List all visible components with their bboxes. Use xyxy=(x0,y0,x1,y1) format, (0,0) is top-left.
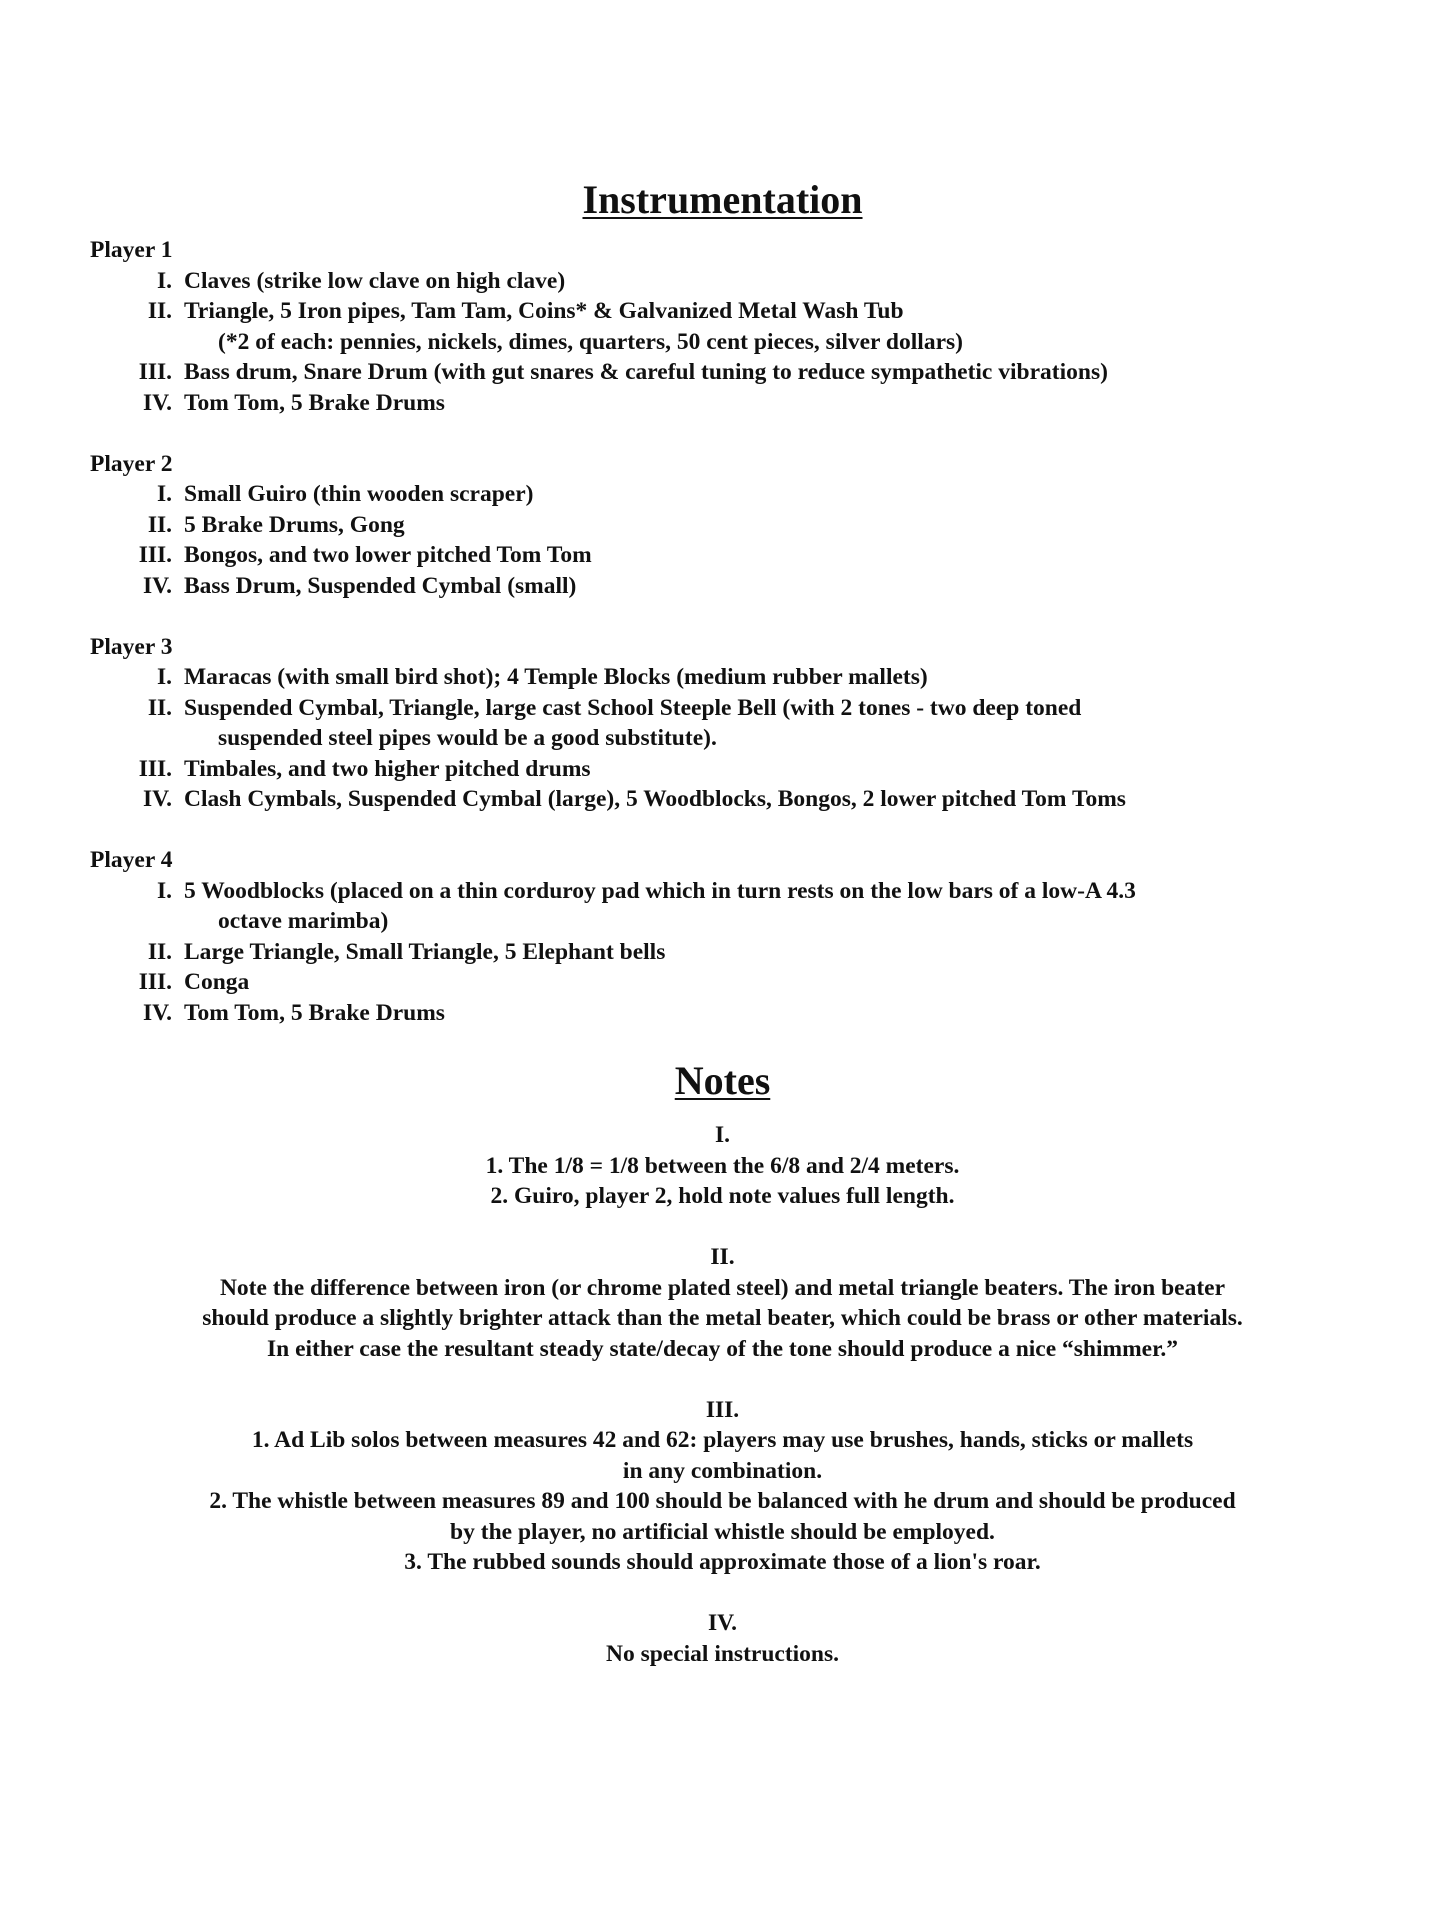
instrument-continuation: suspended steel pipes would be a good substitute). xyxy=(218,725,717,751)
list-item xyxy=(90,754,1390,785)
list-item xyxy=(90,937,1390,968)
roman-numeral: I. xyxy=(156,877,172,904)
list-item xyxy=(90,998,1390,1029)
notes-section-2 xyxy=(0,1242,1445,1364)
instrument-text: Timbales, and two higher pitched drums xyxy=(184,755,591,782)
list-item xyxy=(90,479,1390,510)
list-item xyxy=(90,784,1390,815)
roman-numeral: IV. xyxy=(143,389,172,416)
roman-numeral: II. xyxy=(147,511,172,538)
instrument-continuation: (*2 of each: pennies, nickels, dimes, quarters, 50 cent pieces, silver dollars) xyxy=(218,328,963,355)
note-line: In either case the resultant steady state/decay of the tone should produce a nice “shimmer.” xyxy=(266,1335,1178,1362)
roman-numeral: II. xyxy=(147,298,172,324)
instrument-text: Bass Drum, Suspended Cymbal (small) xyxy=(184,572,577,599)
section-heading: III. xyxy=(705,1396,740,1423)
list-item xyxy=(90,357,1390,388)
roman-numeral: IV. xyxy=(143,572,172,599)
instrument-continuation: octave marimba) xyxy=(218,908,389,934)
list-item xyxy=(90,388,1390,419)
roman-numeral: II. xyxy=(147,694,172,721)
notes-section-3 xyxy=(0,1395,1445,1578)
instrument-text: Suspended Cymbal, Triangle, large cast School Steeple Bell (with 2 tones - two deep toned xyxy=(184,694,1082,721)
list-item xyxy=(90,876,1390,907)
note-line: should produce a slightly brighter attack than the metal beater, which could be brass or other materials. xyxy=(202,1305,1243,1331)
instrumentation-list xyxy=(90,235,1390,1059)
roman-numeral: IV. xyxy=(143,999,172,1026)
section-heading: IV. xyxy=(708,1610,737,1636)
instrument-text: Bass drum, Snare Drum (with gut snares & careful tuning to reduce sympathetic vibrations) xyxy=(184,359,1108,385)
section-heading: I. xyxy=(714,1122,731,1148)
roman-numeral: III. xyxy=(138,542,172,568)
list-item xyxy=(90,693,1390,724)
instrument-text: Tom Tom, 5 Brake Drums xyxy=(184,389,445,416)
roman-numeral: III. xyxy=(138,359,172,385)
instrumentation-title: Instrumentation xyxy=(582,177,863,222)
note-line: Note the difference between iron (or chrome plated steel) and metal triangle beaters. The iron beater xyxy=(219,1274,1226,1301)
instrument-text: 5 Brake Drums, Gong xyxy=(184,511,405,538)
list-item xyxy=(90,571,1390,602)
note-line: 3. The rubbed sounds should approximate those of a lion's roar. xyxy=(404,1549,1041,1575)
player-4-block xyxy=(90,845,1390,1028)
list-item xyxy=(90,296,1390,327)
list-item xyxy=(90,967,1390,998)
note-line: by the player, no artificial whistle should be employed. xyxy=(450,1518,995,1545)
list-item xyxy=(90,510,1390,541)
note-line: in any combination. xyxy=(622,1457,823,1484)
roman-numeral: II. xyxy=(147,938,172,965)
player-label: Player 1 xyxy=(90,237,173,263)
roman-numeral: I. xyxy=(156,267,172,294)
notes-section-1 xyxy=(0,1120,1445,1212)
notes-section-4 xyxy=(0,1608,1445,1669)
roman-numeral: IV. xyxy=(143,786,172,812)
note-line: No special instructions. xyxy=(605,1640,840,1667)
note-line: 1. Ad Lib solos between measures 42 and 62: players may use brushes, hands, sticks or mallets xyxy=(251,1427,1194,1453)
instrument-text: Triangle, 5 Iron pipes, Tam Tam, Coins* & Galvanized Metal Wash Tub xyxy=(184,298,904,324)
roman-numeral: III. xyxy=(138,755,172,782)
roman-numeral: I. xyxy=(156,664,172,690)
section-heading: II. xyxy=(710,1244,735,1270)
player-3-block xyxy=(90,632,1390,815)
list-item xyxy=(90,540,1390,571)
note-line: 1. The 1/8 = 1/8 between the 6/8 and 2/4 meters. xyxy=(485,1152,960,1179)
instrument-text: Clash Cymbals, Suspended Cymbal (large), 5 Woodblocks, Bongos, 2 lower pitched Tom Toms xyxy=(184,786,1126,812)
instrument-text: Claves (strike low clave on high clave) xyxy=(184,267,566,294)
instrument-text: Bongos, and two lower pitched Tom Tom xyxy=(184,542,592,568)
player-label: Player 2 xyxy=(90,450,173,477)
notes-title: Notes xyxy=(674,1058,771,1103)
player-label: Player 3 xyxy=(90,633,173,660)
instrument-text: Small Guiro (thin wooden scraper) xyxy=(184,481,534,507)
instrument-text: 5 Woodblocks (placed on a thin corduroy pad which in turn rests on the low bars of a low-A 4.3 xyxy=(184,877,1136,904)
player-2-block xyxy=(90,449,1390,602)
roman-numeral: III. xyxy=(138,969,172,995)
list-item xyxy=(90,266,1390,297)
instrument-text: Large Triangle, Small Triangle, 5 Elephant bells xyxy=(184,938,666,965)
player-1-block xyxy=(90,235,1390,418)
note-line: 2. Guiro, player 2, hold note values full length. xyxy=(490,1183,955,1209)
notes-list xyxy=(0,1120,1445,1700)
instrument-text: Tom Tom, 5 Brake Drums xyxy=(184,999,445,1026)
player-label: Player 4 xyxy=(90,847,173,873)
list-item xyxy=(90,662,1390,693)
instrument-text: Conga xyxy=(184,969,250,995)
roman-numeral: I. xyxy=(156,481,172,507)
note-line: 2. The whistle between measures 89 and 100 should be balanced with he drum and should be produced xyxy=(209,1488,1236,1514)
instrument-text: Maracas (with small bird shot); 4 Temple Blocks (medium rubber mallets) xyxy=(184,664,928,690)
